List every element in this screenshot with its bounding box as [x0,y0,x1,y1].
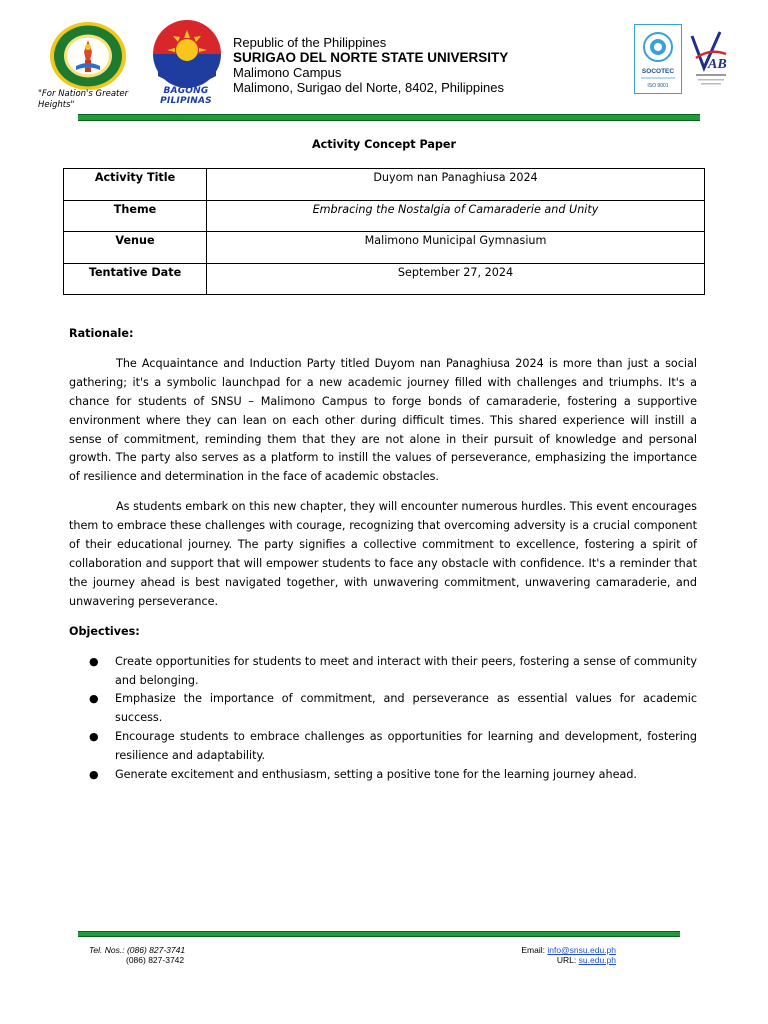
detail-value: Malimono Municipal Gymnasium [207,232,705,264]
objectives-list [69,653,697,785]
activity-details-table [63,168,705,295]
objectives-heading: Objectives: [69,624,140,638]
list-item [69,653,697,691]
url-label: URL: [556,955,577,965]
phone-line-1: Tel. Nos.: (086) 827-3741 [89,945,186,955]
objective-text: Emphasize the importance of commitment, and perseverance as essential values for academic success. [115,692,697,725]
footer-contact-web [480,945,616,965]
socotec-iso-label: ISO 9001 [647,83,669,89]
detail-value: Embracing the Nostalgia of Camaraderie and Unity [207,200,705,232]
list-item [69,690,697,728]
footer-divider [78,931,680,937]
detail-value: Duyom nan Panaghiusa 2024 [207,169,705,201]
footer-contact-phone [89,945,185,965]
list-item [69,728,697,766]
detail-value: September 27, 2024 [207,263,705,295]
bullet-icon: ● [89,692,99,706]
detail-key: Activity Title [64,169,207,201]
detail-key: Theme [64,200,207,232]
email-line [480,945,616,955]
list-item [69,766,697,785]
rationale-paragraph: The Acquaintance and Induction Party titled Duyom nan Panaghiusa 2024 is more than just a social gathering; it's a symbolic launchpad for a new academic journey filled with challenges and triumphs. It's a chance for students of SNSU – Malimono Campus to forge bonds of camaraderie, fostering a supportive environment where they can lean on each other during difficult times. This shared experience will instill a sense of commitment, reminding them that they are not alone in their pursuit of knowledge and personal growth. The party also serves as a platform to instill the values of perseverance, emphasizing the importance of resilience and determination in the face of academic obstacles. [69,356,697,484]
url-link[interactable]: su.edu.ph [578,955,616,965]
pab-label: AB [708,57,727,72]
email-link[interactable]: info@snsu.edu.ph [547,945,616,955]
table-row [64,200,705,232]
objective-text: Create opportunities for students to meet and interact with their peers, fostering a sense of community and belonging. [115,654,697,687]
bullet-icon: ● [89,654,99,668]
socotec-certification-icon [635,25,681,93]
pab-accreditation-logo [688,28,730,90]
detail-key: Venue [64,232,207,264]
socotec-label: SOCOTEC [641,68,675,75]
republic-line: Republic of the Philippines [233,35,387,50]
detail-key: Tentative Date [64,263,207,295]
rationale-heading: Rationale: [69,327,134,340]
email-label: Email: [521,945,545,955]
socotec-certification-badge [634,24,682,94]
phone-line-2: (086) 827-3742 [126,955,185,965]
university-motto: "For Nation's Greater Heights" [38,89,129,110]
bagong-pilipinas-text: BAGONG PILIPINAS [160,86,212,106]
table-row [64,232,705,264]
campus-address: Malimono, Surigao del Norte, 8402, Philippines [233,80,504,95]
campus-name: Malimono Campus [233,65,342,80]
header-divider [78,114,700,121]
document-body [69,325,697,785]
objective-text: Encourage students to embrace challenges as opportunities for learning and development, fostering resilience and adaptability. [115,730,697,763]
table-row [64,169,705,201]
letterhead-text [233,35,613,95]
university-name: SURIGAO DEL NORTE STATE UNIVERSITY [233,50,509,65]
bullet-icon: ● [89,730,99,744]
rationale-paragraph: As students embark on this new chapter, they will encounter numerous hurdles. This event encourages them to embrace these challenges with courage, recognizing that overcoming adversity is a crucial component of their educational journey. The party signifies a collective commitment to excellence, fostering a spirit of collaboration and support that will empower students to face any obstacle with confidence. It's a reminder that the journey ahead is best navigated together, with unwavering commitment, unwavering camaraderie, and unwavering perseverance. [69,500,697,608]
url-line [480,955,616,965]
document-title: Activity Concept Paper [311,138,457,151]
table-row [64,263,705,295]
bullet-icon: ● [89,768,99,782]
letterhead [0,0,768,125]
university-seal-logo [48,20,128,92]
objective-text: Generate excitement and enthusiasm, setting a positive tone for the learning journey ahead. [115,768,637,782]
